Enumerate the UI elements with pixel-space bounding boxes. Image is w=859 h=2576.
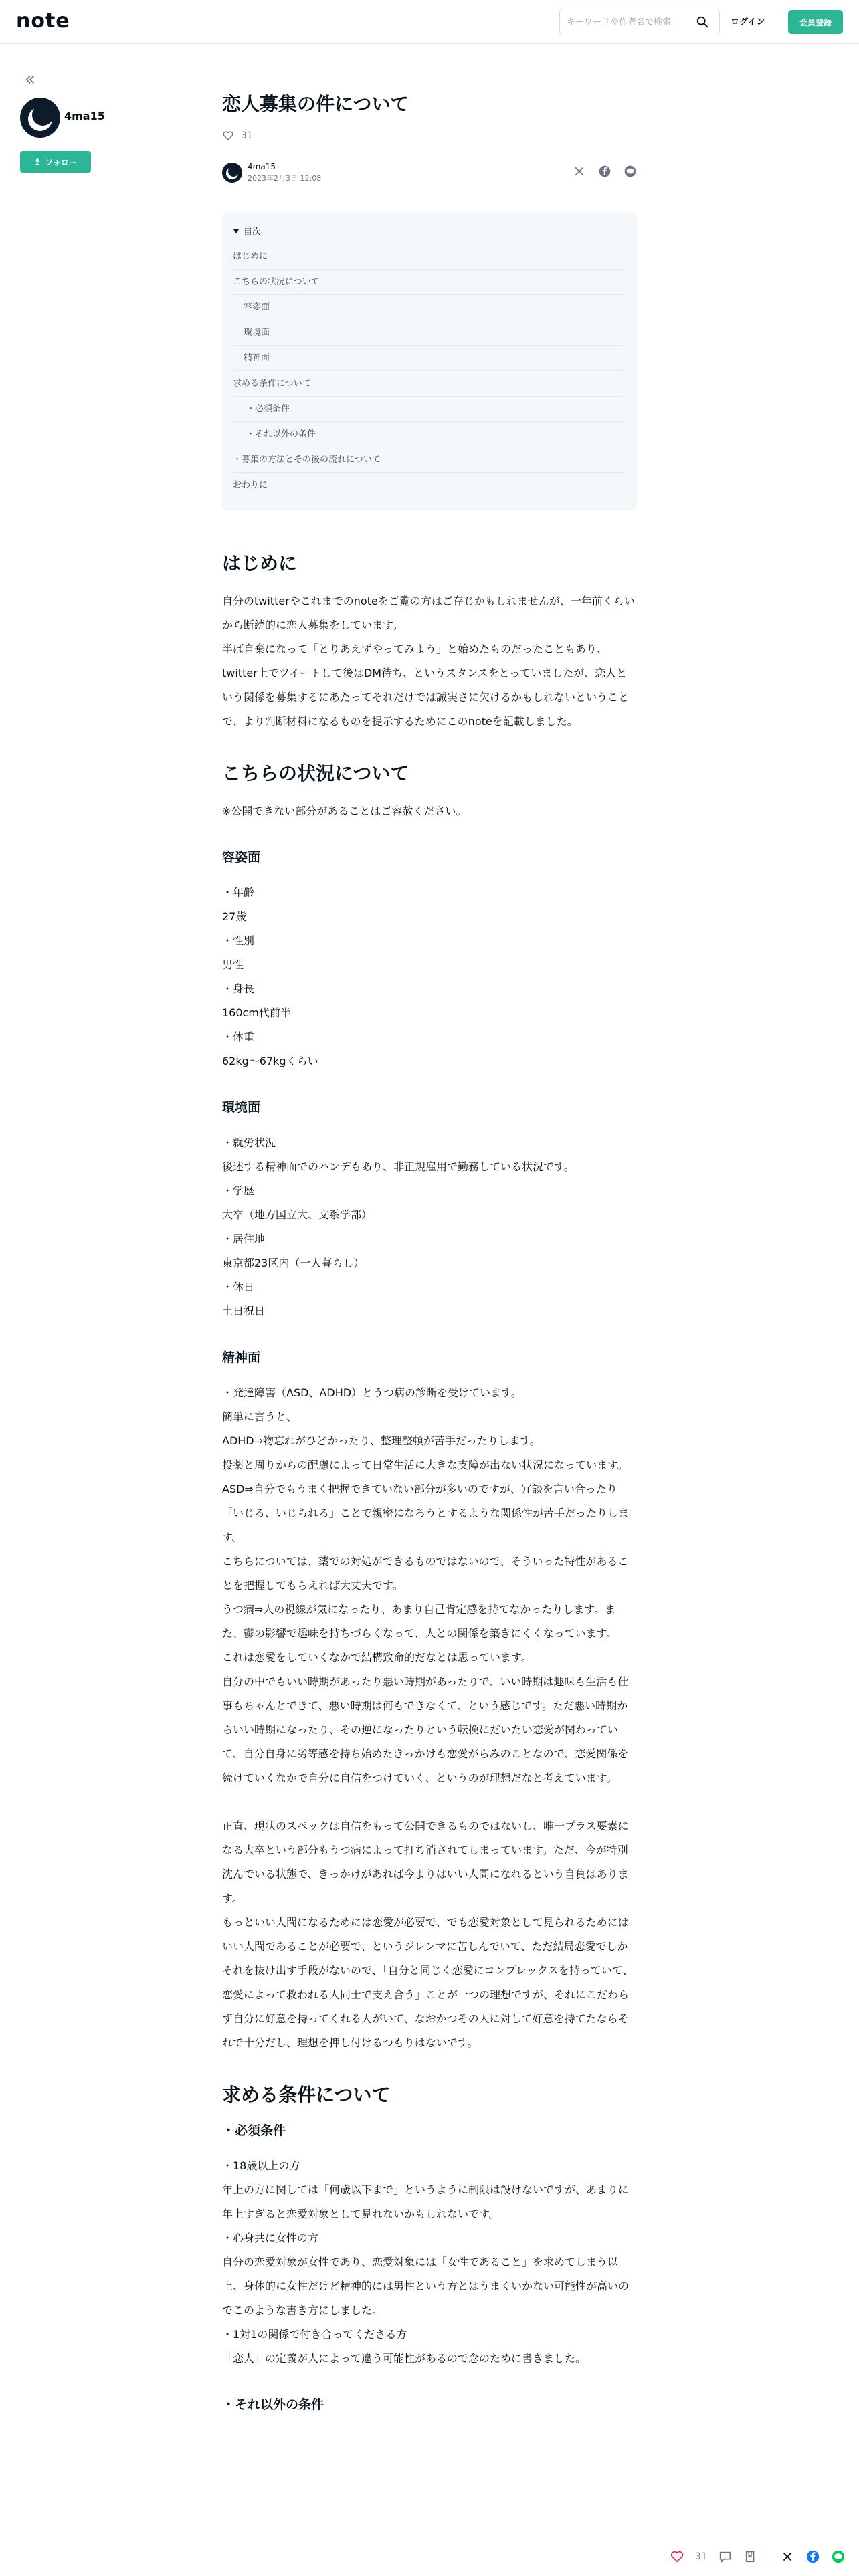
list-line: ・就労状況 xyxy=(222,1136,276,1149)
article-meta xyxy=(222,159,637,186)
intro-paragraph-2: 半ば自棄になって「とりあえずやってみよう」と始めたものだったこともあり、twitter上でツイートして後はDM待ち、というスタンスをとっていましたが、恋人という関係を募集するにあたってそれだけでは誠実さに欠けるかもしれないということで、より判断材料になるものを提示するためにこのnoteを記載しました。 xyxy=(222,643,630,728)
signup-button[interactable]: 会員登録 xyxy=(788,10,843,34)
list-line: ・性別 xyxy=(222,934,255,947)
list-line: ・体重 xyxy=(222,1031,255,1043)
facebook-icon[interactable] xyxy=(805,2549,820,2564)
heading-conditions: 求める条件について xyxy=(222,2084,391,2106)
like-area xyxy=(222,130,637,142)
author-avatar[interactable] xyxy=(20,98,60,138)
toc-item[interactable]: 精神面 xyxy=(233,346,624,371)
person-add-icon xyxy=(34,158,42,166)
toc-item[interactable]: ・それ以外の条件 xyxy=(233,422,624,447)
heading-appearance: 容姿面 xyxy=(222,850,261,865)
list-line: ・年齢 xyxy=(222,886,255,899)
heart-icon[interactable] xyxy=(222,130,234,142)
heart-icon[interactable] xyxy=(670,2549,684,2564)
heading-intro: はじめに xyxy=(222,552,298,574)
global-header xyxy=(0,0,859,44)
list-line: 後述する精神面でのハンデもあり、非正規雇用で勤務している状況です。 xyxy=(222,1160,575,1173)
double-chevron-left-icon[interactable] xyxy=(23,72,37,87)
like-count[interactable]: 31 xyxy=(241,130,253,141)
list-line: 男性 xyxy=(222,958,244,971)
comment-icon[interactable] xyxy=(718,2549,733,2564)
toc-item[interactable]: 容姿面 xyxy=(233,295,624,320)
list-line: 62kg～67kgくらい xyxy=(222,1055,318,1067)
mental-paragraph-1: ・発達障害（ASD、ADHD）とうつ病の診断を受けています。 簡単に言うと、 ADHD⇒物忘れがひどかったり、整理整頓が苦手だったりします。 投薬と周りからの配慮によって日常生活に大きな支障が出ない状況になっています。 ASD⇒自分でもうまく把握できていない部分が多いのですが、冗談を言い合ったり「いじる、いじられる」ことで親密になろうとするような関係性が苦手だったりします。 こちらについては、薬での対処ができるものではないので、そういった特性があることを把握してもらえれば大丈夫です。 うつ病⇒人の視線が気になったり、あまり自己肯定感を持てなかったりします。また、鬱の影響で趣味を持ちづらくなって、人との関係を築きにくくなっています。 これは恋愛をしていくなかで結構致命的だなとは思っています。 自分の中でもいい時期があったり悪い時期があったりで、いい時期は趣味も生活も仕事もちゃんとできて、悪い時期は何もできなくて、という感じです。ただ悪い時期からいい時期になったり、その逆になったりという転換にだいたい恋愛が関わっていて、自分自身に劣等感を持ち始めたきっかけも恋愛がらみのことなので、恋愛関係を続けていくなかで自分に自信をつけていく、というのが理想だなと考えています。 xyxy=(222,1386,630,1784)
toc-item[interactable]: ・必須条件 xyxy=(233,397,624,422)
toc-item[interactable]: 求める条件について xyxy=(233,371,624,397)
x-icon[interactable] xyxy=(780,2549,795,2564)
list-line: 東京都23区内（一人暮らし） xyxy=(222,1257,365,1269)
toc-item[interactable]: ・募集の方法とその後の流れについて xyxy=(233,447,624,473)
heading-status: こちらの状況について xyxy=(222,762,409,784)
list-line: 大卒（地方国立大、文系学部） xyxy=(222,1208,373,1221)
magazine-icon[interactable] xyxy=(743,2549,758,2564)
toc-toggle[interactable] xyxy=(233,225,624,237)
author-name[interactable]: 4ma15 xyxy=(64,110,105,122)
x-icon[interactable] xyxy=(573,165,586,178)
list-line: ・学歴 xyxy=(222,1184,255,1197)
list-line: ・居住地 xyxy=(222,1232,266,1245)
list-line: 27歳 xyxy=(222,910,247,923)
share-buttons xyxy=(573,165,637,178)
appearance-list xyxy=(222,881,637,1073)
follow-button[interactable] xyxy=(20,151,91,173)
heading-mental: 精神面 xyxy=(222,1350,261,1365)
list-line: 土日祝日 xyxy=(222,1305,266,1317)
search-input[interactable] xyxy=(567,17,691,27)
intro-paragraph-1: 自分のtwitterやこれまでのnoteをご覧の方はご存じかもしれませんが、一年前くらいから断続的に恋人募集をしています。 xyxy=(222,595,635,631)
login-link[interactable]: ログイン xyxy=(731,17,765,27)
author-avatar-small[interactable] xyxy=(222,163,242,183)
toc-item[interactable]: はじめに xyxy=(233,244,624,270)
table-of-contents xyxy=(222,213,637,510)
bottom-like-count[interactable]: 31 xyxy=(695,2551,707,2562)
list-line: ・身長 xyxy=(222,982,255,995)
toc-item[interactable]: こちらの状況について xyxy=(233,270,624,295)
facebook-icon[interactable] xyxy=(598,165,611,178)
triangle-down-icon xyxy=(233,228,240,235)
article-body xyxy=(222,549,637,2415)
bottom-action-bar xyxy=(0,2539,859,2576)
heading-other: ・それ以外の条件 xyxy=(222,2397,324,2412)
article xyxy=(222,91,637,2440)
environment-list xyxy=(222,1131,637,1323)
search-icon[interactable] xyxy=(695,15,710,29)
follow-label: フォロー xyxy=(45,157,77,167)
publish-date: 2023年2月3日 12:08 xyxy=(248,174,322,183)
mental-paragraph-2: 正直、現状のスペックは自信をもって公開できるものではないし、唯一プラス要素になる大卒という部分もうつ病によって打ち消されてしまっています。ただ、今が特別沈んでいる状態で、きっかけがあれば今よりはいい人間になれるという自負はあります。 もっといい人間になるためには恋愛が必要で、でも恋愛対象として見られるためにはいい人間であることが必要で、というジレンマに苦しんでいて、ただ結局恋愛でしかそれを抜け出す手段がないので、「自分と同じく恋愛にコンプレックスを持っていて、恋愛によって救われる人同士で支え合う」ことが一つの理想ですが、それにこだわらず自分に好意を持ってくれる人がいて、なおかつその人に対して好意を持てたならそれで十分だし、理想を押し付けるつもりはないです。 xyxy=(222,1820,634,2049)
line-icon[interactable] xyxy=(624,165,637,178)
list-line: 160cm代前半 xyxy=(222,1006,291,1019)
toc-item[interactable]: 環境面 xyxy=(233,320,624,346)
heading-required: ・必須条件 xyxy=(222,2123,286,2138)
toc-item[interactable]: おわりに xyxy=(233,480,268,490)
status-note: ※公開できない部分があることはご容赦ください。 xyxy=(222,804,467,817)
line-icon[interactable] xyxy=(831,2549,846,2564)
meta-author-name[interactable]: 4ma15 xyxy=(248,162,276,171)
list-line: ・休日 xyxy=(222,1281,255,1293)
note-logo[interactable]: note xyxy=(16,9,70,33)
toc-label: 目次 xyxy=(244,227,262,237)
required-conditions: ・18歳以上の方 年上の方に関しては「何歳以下まで」というように制限は設けないですが、あまりに年上すぎると恋愛対象として見れないかもしれないです。 ・心身共に女性の方 自分の恋愛対象が女性であり、恋愛対象には「女性であること」を求めてしまう以上、身体的に女性だけど精神的には男性という方とはうまくいかない可能性が高いのでこのような書き方にしました。 ・1対1の関係で付き合ってくださる方 「恋人」の定義が人によって違う可能性があるので念のために書きました。 xyxy=(222,2159,630,2365)
search-box[interactable] xyxy=(559,9,720,35)
heading-environment: 環境面 xyxy=(222,1100,261,1115)
article-title: 恋人募集の件について xyxy=(222,93,409,115)
